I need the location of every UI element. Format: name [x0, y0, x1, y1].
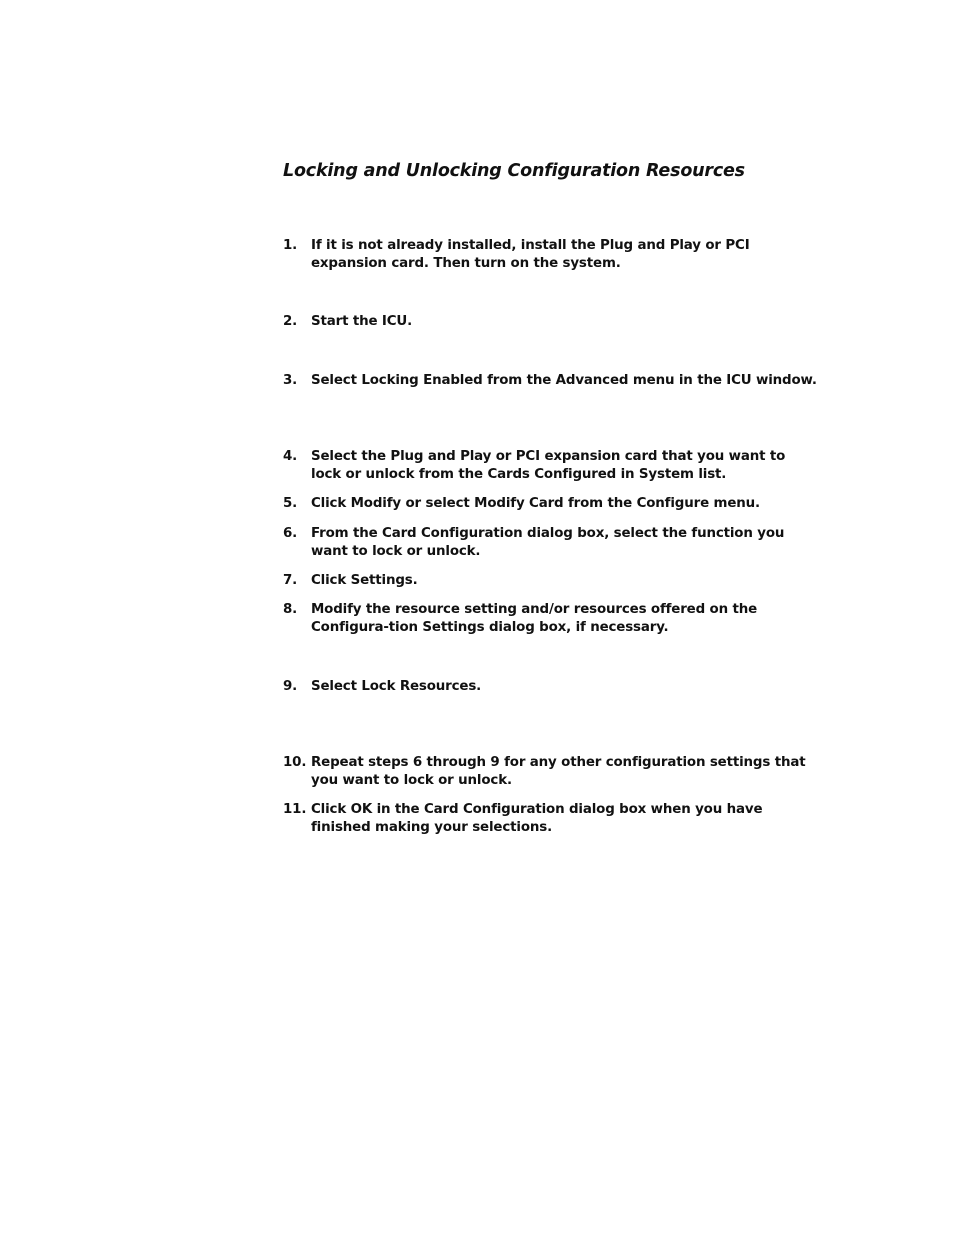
list-item-step-6: [283, 525, 819, 560]
list-item-step-7: [283, 572, 819, 590]
step-number: 9.: [283, 679, 298, 694]
list-item-step-11: [283, 801, 819, 836]
list-item-step-1: [283, 237, 819, 272]
step-number: 4.: [283, 449, 298, 464]
list-item-step-3: [283, 372, 819, 390]
step-number: 5.: [283, 496, 298, 511]
step-number: 8.: [283, 602, 298, 617]
step-number: 1.: [283, 238, 298, 253]
section-heading: Locking and Unlocking Configuration Resources: [283, 161, 745, 181]
step-number: 11.: [283, 802, 307, 817]
list-item-step-9: [283, 678, 819, 696]
list-item-step-2: [283, 313, 819, 331]
step-text: Start the ICU.: [311, 314, 413, 329]
step-text: From the Card Configuration dialog box, select the function you want to lock or unlock.: [311, 526, 785, 559]
step-text: Select the Plug and Play or PCI expansion card that you want to lock or unlock from the Cards Configured in System list.: [311, 449, 786, 482]
step-text: Click OK in the Card Configuration dialog box when you have finished making your selections.: [311, 802, 763, 835]
step-text: Repeat steps 6 through 9 for any other configuration settings that you want to lock or unlock.: [311, 755, 806, 788]
step-text: Select Lock Resources.: [311, 679, 482, 694]
step-text: Select Locking Enabled from the Advanced menu in the ICU window.: [311, 373, 817, 388]
step-text: Modify the resource setting and/or resources offered on the Configura-tion Settings dialog box, if necessary.: [311, 602, 758, 635]
step-text: Click Modify or select Modify Card from the Configure menu.: [311, 496, 760, 511]
step-number: 3.: [283, 373, 298, 388]
list-item-step-4: [283, 448, 819, 483]
list-item-step-10: [283, 754, 819, 789]
step-number: 2.: [283, 314, 298, 329]
step-number: 6.: [283, 526, 298, 541]
list-item-step-8: [283, 601, 819, 636]
step-text: Click Settings.: [311, 573, 418, 588]
step-text: If it is not already installed, install the Plug and Play or PCI expansion card. Then turn on the system.: [311, 238, 750, 271]
step-number: 10.: [283, 755, 307, 770]
list-item-step-5: [283, 495, 819, 513]
step-number: 7.: [283, 573, 298, 588]
